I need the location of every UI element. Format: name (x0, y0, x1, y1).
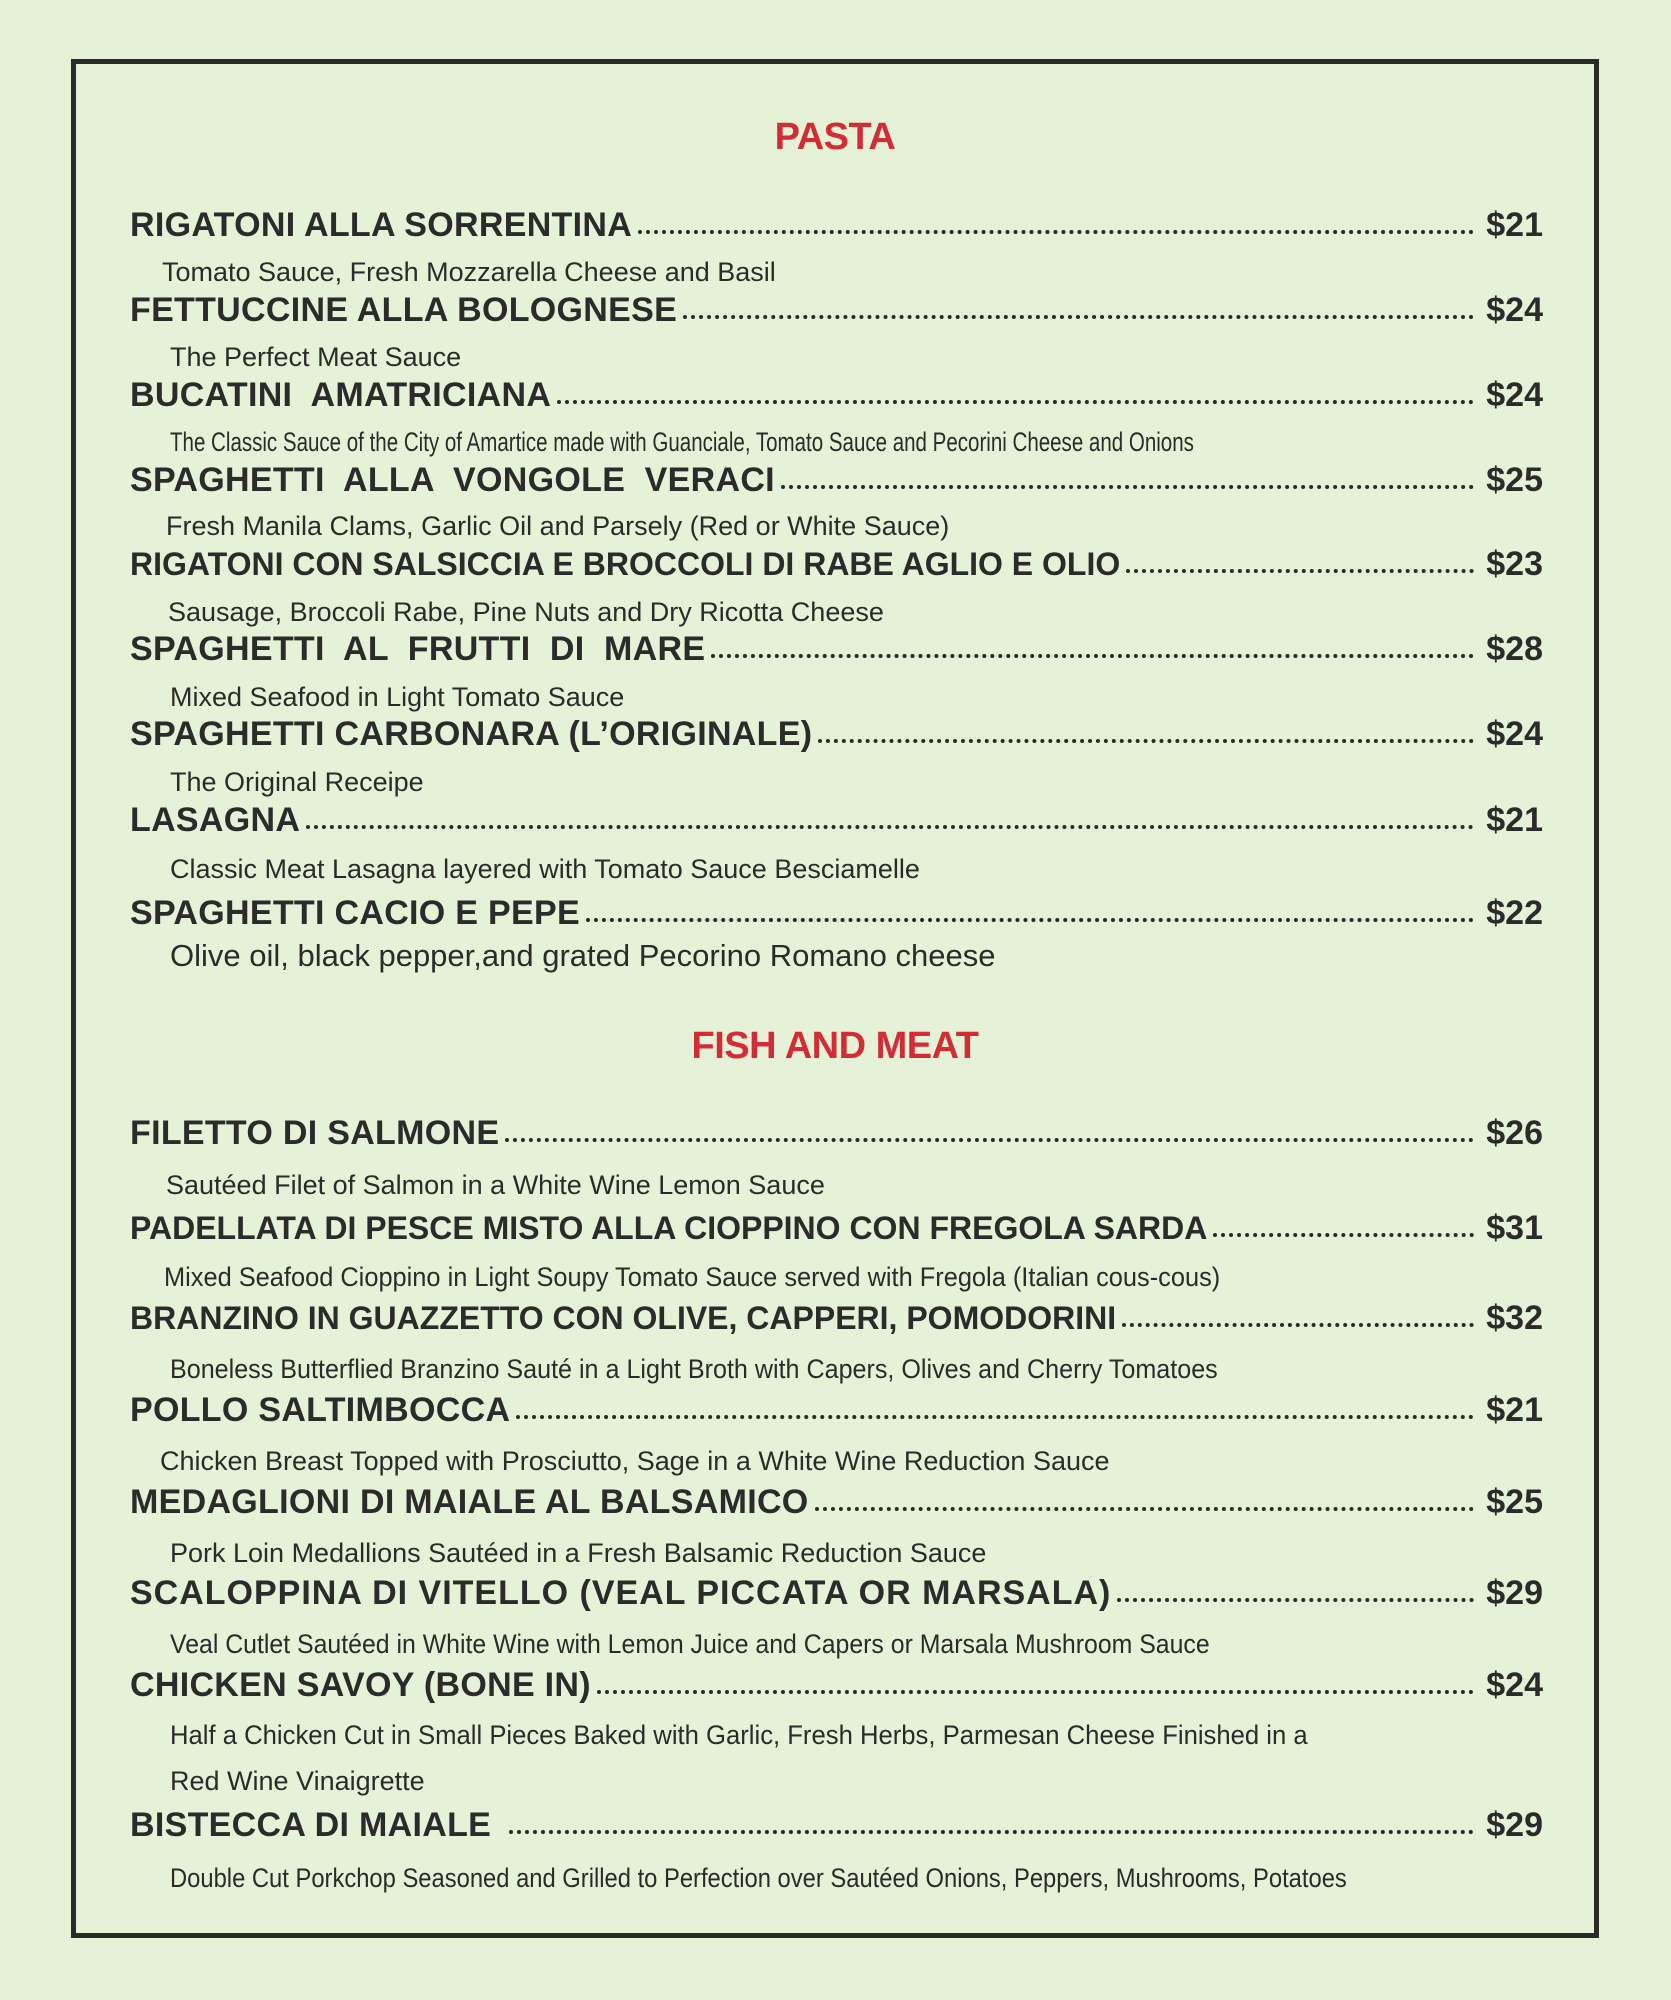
menu-item-spaghetti-carbonara (130, 715, 1543, 759)
dot-leader (781, 485, 1474, 489)
menu-item-spaghetti-cacio-e-pepe (130, 894, 1543, 938)
item-price: $25 (1486, 461, 1543, 499)
dot-leader (711, 654, 1474, 658)
item-description: The Classic Sauce of the City of Amartice made with Guanciale, Tomato Sauce and Pecorini Cheese and Onions (170, 427, 1194, 457)
item-name: SPAGHETTI CARBONARA (L’ORIGINALE) (130, 715, 813, 753)
item-price: $29 (1486, 1806, 1543, 1844)
item-description: Chicken Breast Topped with Prosciutto, Sage in a White Wine Reduction Sauce (160, 1446, 1110, 1476)
menu-item-branzino (130, 1299, 1543, 1343)
item-price: $23 (1486, 545, 1543, 583)
item-name: LASAGNA (130, 801, 301, 839)
item-name: RIGATONI CON SALSICCIA E BROCCOLI DI RABE AGLIO E OLIO (130, 546, 1121, 582)
item-name: SCALOPPINA DI VITELLO (VEAL PICCATA OR MARSALA) (130, 1574, 1112, 1612)
item-price: $28 (1486, 630, 1543, 668)
item-description: The Original Receipe (170, 767, 424, 797)
section-title-fish-and-meat: FISH AND MEAT (691, 1025, 979, 1067)
item-description: Tomato Sauce, Fresh Mozzarella Cheese and Basil (162, 257, 776, 287)
item-name: MEDAGLIONI DI MAIALE AL BALSAMICO (130, 1483, 809, 1521)
item-name: RIGATONI ALLA SORRENTINA (130, 206, 633, 244)
dot-leader (505, 1138, 1474, 1142)
menu-item-bucatini-amatriciana (130, 376, 1543, 420)
dot-leader (818, 739, 1474, 743)
item-description: Classic Meat Lasagna layered with Tomato Sauce Besciamelle (170, 854, 920, 884)
menu-item-scaloppina-di-vitello (130, 1574, 1543, 1618)
item-description: The Perfect Meat Sauce (170, 342, 462, 372)
item-price: $32 (1486, 1299, 1543, 1337)
item-price: $24 (1486, 715, 1543, 753)
dot-leader (597, 1690, 1474, 1694)
dot-leader (1213, 1233, 1474, 1237)
item-price: $26 (1486, 1114, 1543, 1152)
item-name: BRANZINO IN GUAZZETTO CON OLIVE, CAPPERI, POMODORINI (130, 1300, 1117, 1336)
item-name: FILETTO DI SALMONE (130, 1114, 500, 1152)
item-price: $24 (1486, 376, 1543, 414)
item-name: PADELLATA DI PESCE MISTO ALLA CIOPPINO CON FREGOLA SARDA (130, 1210, 1208, 1246)
item-price: $25 (1486, 1483, 1543, 1521)
dot-leader (1117, 1598, 1474, 1602)
dot-leader (516, 1415, 1474, 1419)
item-price: $24 (1486, 291, 1543, 329)
menu-item-padellata-di-pesce (130, 1209, 1543, 1253)
dot-leader (1126, 569, 1474, 573)
item-description: Sausage, Broccoli Rabe, Pine Nuts and Dry Ricotta Cheese (168, 597, 884, 627)
item-description: Sautéed Filet of Salmon in a White Wine Lemon Sauce (166, 1170, 825, 1200)
item-description: Pork Loin Medallions Sautéed in a Fresh Balsamic Reduction Sauce (170, 1538, 987, 1568)
dot-leader (683, 315, 1474, 319)
dot-leader (306, 825, 1474, 829)
menu-item-rigatoni-salsiccia (130, 545, 1543, 589)
item-name: CHICKEN SAVOY (BONE IN) (130, 1666, 591, 1704)
item-name: BISTECCA DI MAIALE (130, 1806, 492, 1844)
item-price: $29 (1486, 1574, 1543, 1612)
menu-item-bistecca-di-maiale (130, 1806, 1543, 1850)
item-price: $21 (1486, 801, 1543, 839)
item-name: SPAGHETTI ALLA VONGOLE VERACI (130, 461, 775, 499)
item-description: Olive oil, black pepper,and grated Pecorino Romano cheese (170, 938, 996, 973)
item-name: BUCATINI AMATRICIANA (130, 376, 552, 414)
item-name: FETTUCCINE ALLA BOLOGNESE (130, 291, 678, 329)
dot-leader (557, 400, 1474, 404)
menu-item-rigatoni-sorrentina (130, 206, 1543, 250)
item-price: $24 (1486, 1666, 1543, 1704)
item-description: Veal Cutlet Sautéed in White Wine with Lemon Juice and Capers or Marsala Mushroom Sauce (170, 1629, 1210, 1659)
item-description-line-2: Red Wine Vinaigrette (170, 1766, 425, 1796)
dot-leader (815, 1507, 1475, 1511)
item-name: SPAGHETTI AL FRUTTI DI MARE (130, 630, 706, 668)
item-description: Double Cut Porkchop Seasoned and Grilled to Perfection over Sautéed Onions, Peppers, Mushrooms, Potatoes (170, 1863, 1347, 1893)
menu-item-filetto-di-salmone (130, 1114, 1543, 1158)
dot-leader (509, 1830, 1474, 1834)
menu-item-fettuccine-bolognese (130, 291, 1543, 335)
menu-item-medaglioni-di-maiale (130, 1483, 1543, 1527)
item-name: SPAGHETTI CACIO E PEPE (130, 894, 580, 932)
menu-item-lasagna (130, 801, 1543, 845)
item-description: Mixed Seafood Cioppino in Light Soupy Tomato Sauce served with Fregola (Italian cous-cous) (164, 1262, 1221, 1292)
item-description: Mixed Seafood in Light Tomato Sauce (170, 682, 625, 712)
item-description: Half a Chicken Cut in Small Pieces Baked with Garlic, Fresh Herbs, Parmesan Cheese Finished in a (170, 1720, 1308, 1750)
item-price: $31 (1486, 1209, 1543, 1247)
dot-leader (638, 230, 1474, 234)
item-price: $22 (1486, 894, 1543, 932)
item-description: Fresh Manila Clams, Garlic Oil and Parsely (Red or White Sauce) (166, 511, 950, 541)
menu-item-chicken-savoy (130, 1666, 1543, 1710)
dot-leader (1122, 1323, 1474, 1327)
item-name: POLLO SALTIMBOCCA (130, 1391, 511, 1429)
item-price: $21 (1486, 1391, 1543, 1429)
item-price: $21 (1486, 206, 1543, 244)
menu-item-pollo-saltimbocca (130, 1391, 1543, 1435)
dot-leader (586, 918, 1474, 922)
menu-item-spaghetti-vongole (130, 461, 1543, 505)
section-title-pasta: PASTA (774, 116, 896, 158)
item-description: Boneless Butterflied Branzino Sauté in a Light Broth with Capers, Olives and Cherry Tomatoes (170, 1354, 1218, 1384)
menu-item-spaghetti-frutti-di-mare (130, 630, 1543, 674)
